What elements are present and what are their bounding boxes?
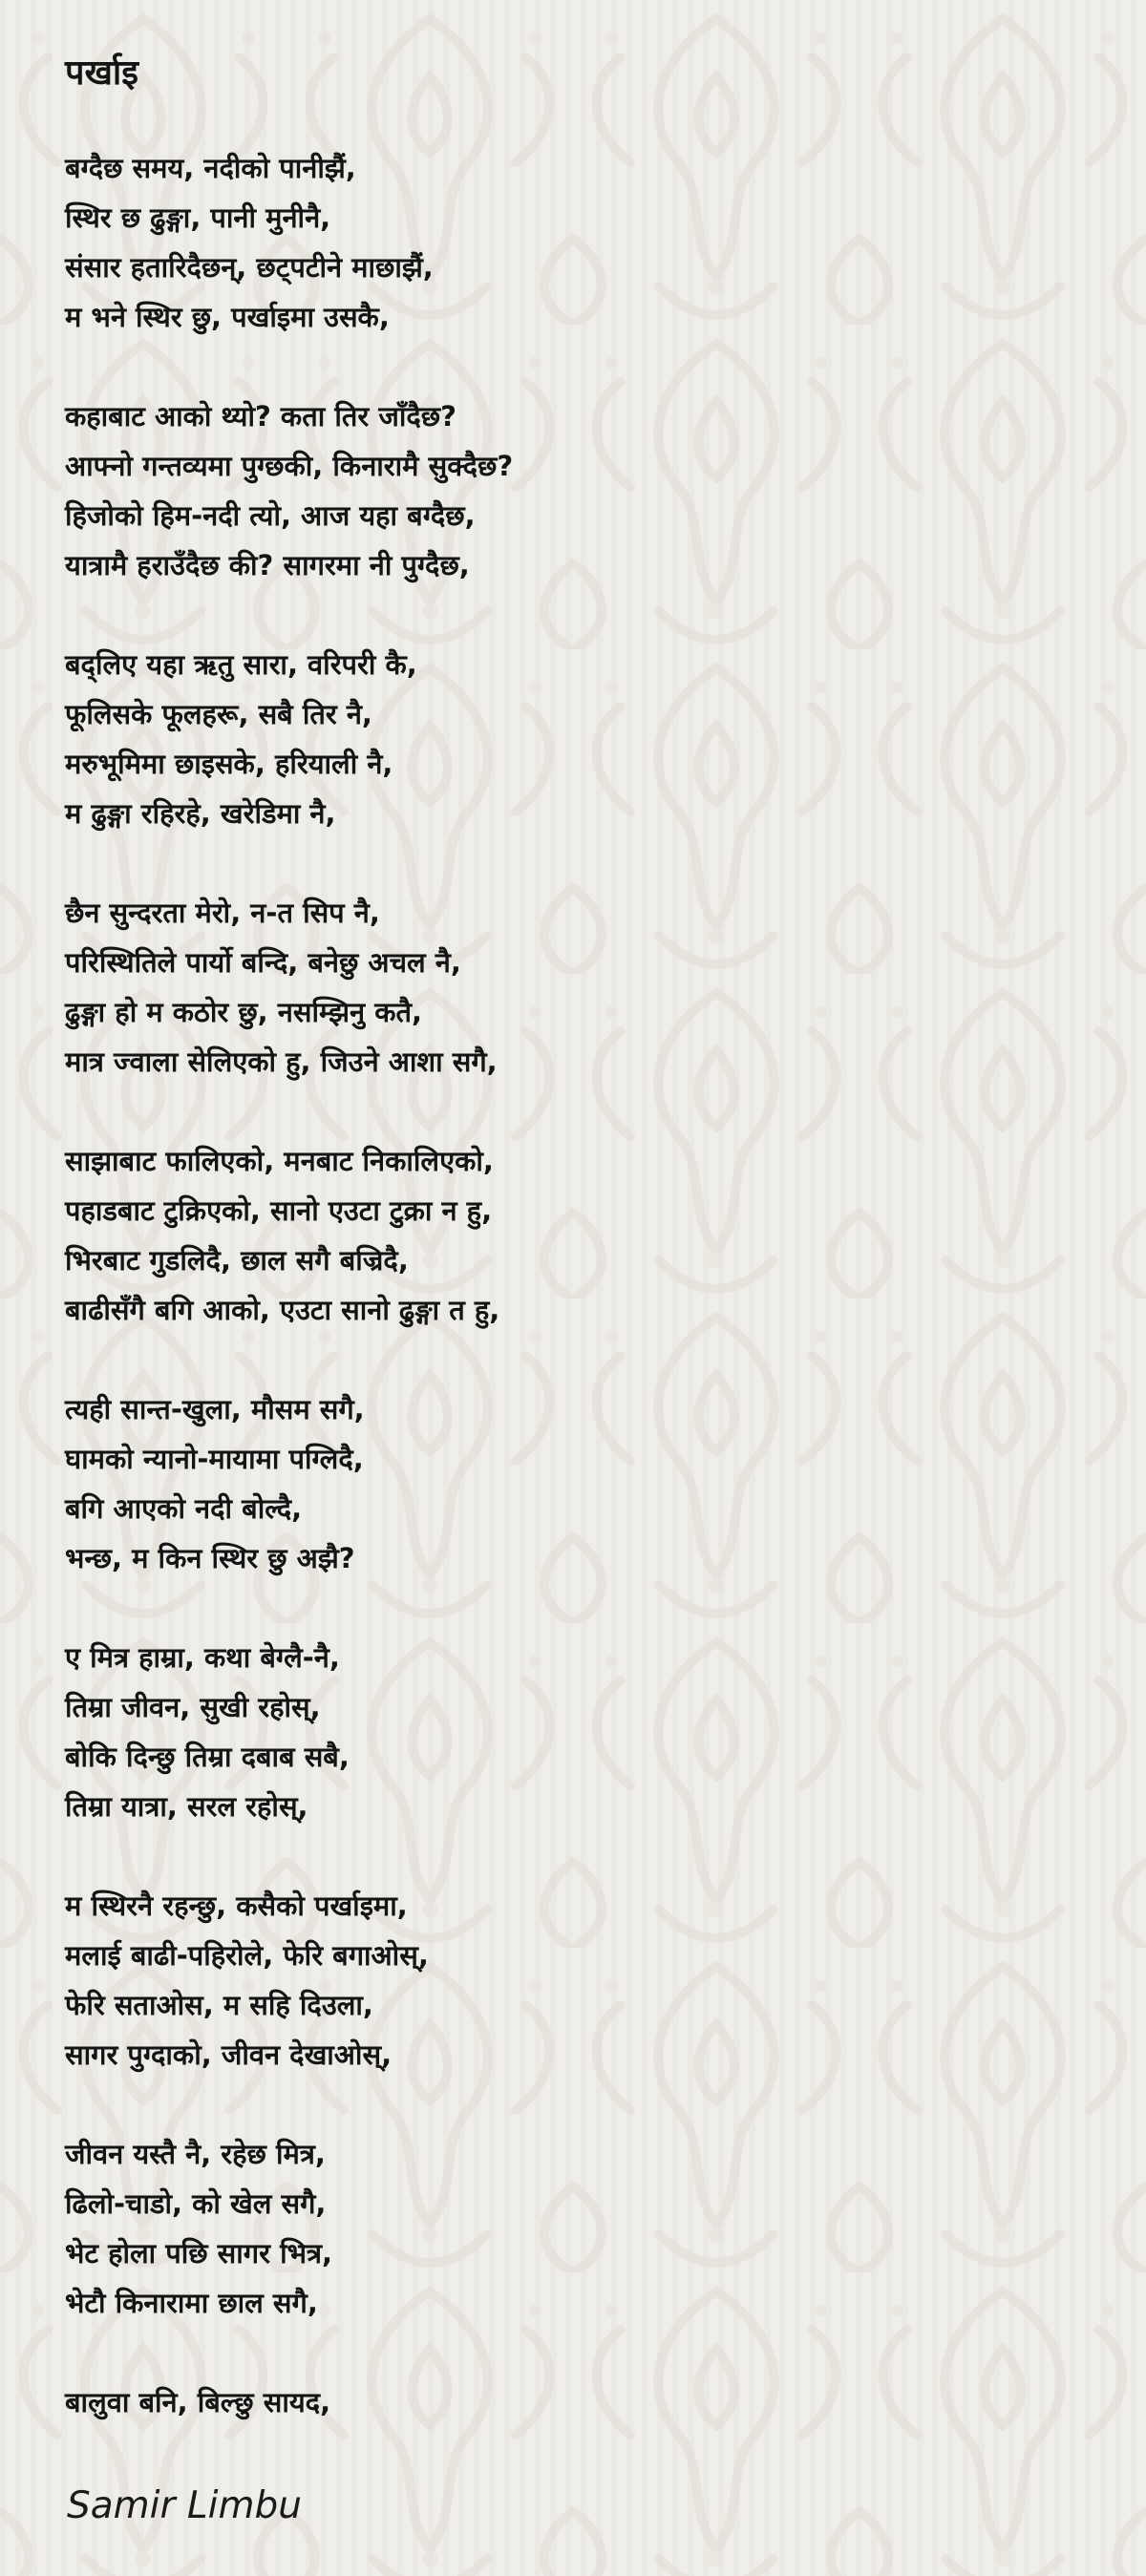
poem-line: ए मित्र हाम्रा, कथा बेग्लै-नै, (65, 1641, 340, 1674)
poem-line: छैन सुन्दरता मेरो, न-त सिप नै, (65, 897, 380, 929)
poem-line: म स्थिरनै रहन्छु, कसैको पर्खाइमा, (65, 1890, 408, 1922)
poem-line: भेट होला पछि सागर भित्र, (65, 2237, 333, 2270)
poem-line: तिम्रा जीवन, सुखी रहोस्, (65, 1691, 321, 1723)
poem-stanza (65, 1881, 1096, 2080)
poem-line: मलाई बाढी-पहिरोले, फेरि बगाओस्, (65, 1939, 429, 1972)
poem-stanza (65, 2129, 1096, 2328)
poem-line: भिरबाट गुडलिदै, छाल सगै बज्रिदै, (65, 1244, 409, 1277)
poem-line: मात्र ज्वाला सेलिएको हु, जिउने आशा सगै, (65, 1045, 498, 1078)
poem-line: बोकि दिन्छु तिम्रा दबाब सबै, (65, 1741, 350, 1773)
poem-stanza (65, 1136, 1096, 1335)
poem-line: भन्छ, म किन स्थिर छु अझै? (65, 1542, 355, 1574)
poem-stanza (65, 1633, 1096, 1831)
poem-line: म भने स्थिर छु, पर्खाइमा उसकै, (65, 301, 390, 333)
poem-stanza (65, 143, 1096, 342)
poem-line: बद्लिए यहा ऋतु सारा, वरिपरी कै, (65, 648, 417, 681)
poem-stanza (65, 1384, 1096, 1583)
poem-line: बग्दैछ समय, नदीको पानीझैं, (65, 152, 356, 184)
poem-line: स्थिर छ ढुङ्गा, पानी मुनीनै, (65, 201, 331, 234)
poem-stanza (65, 888, 1096, 1087)
poem-line: जीवन यस्तै नै, रहेछ मित्र, (65, 2138, 326, 2170)
poem-line: हिजोको हिम-नदी त्यो, आज यहा बग्दैछ, (65, 499, 476, 532)
poem-line: तिम्रा यात्रा, सरल रहोस्, (65, 1790, 308, 1823)
poem-line: यात्रामै हराउँदैछ की? सागरमा नी पुग्दैछ, (65, 549, 470, 581)
poem-line: म ढुङ्गा रहिरहे, खरेडिमा नै, (65, 797, 336, 830)
poem-line: आफ्नो गन्तव्यमा पुग्छकी, किनारामै सुक्दैछ? (65, 450, 514, 482)
poem-author: Samir Limbu (67, 2484, 302, 2527)
poem-stanza (65, 2377, 1096, 2427)
poem-line: फेरि सताओस, म सहि दिउला, (65, 1989, 373, 2021)
poem-stanza (65, 391, 1096, 590)
poem-line: मरुभूमिमा छाइसके, हरियाली नै, (65, 748, 393, 780)
poem-title: पर्खाइ (65, 53, 138, 93)
poem-line: ढुङ्गा हो म कठोर छु, नसम्झिनु कतै, (65, 996, 423, 1028)
poem-line: बालुवा बनि, बिल्छु सायद, (65, 2386, 331, 2418)
poem-line: फूलिसके फूलहरू, सबै तिर नै, (65, 698, 372, 730)
poem-body (65, 143, 1096, 2477)
poem-line: बगि आएको नदी बोल्दै, (65, 1492, 303, 1525)
poem-line: पहाडबाट टुक्रिएको, सानो एउटा टुक्रा न हु, (65, 1194, 493, 1227)
poem-stanza (65, 640, 1096, 838)
poem-line: सागर पुग्दाको, जीवन देखाओस्, (65, 2038, 393, 2071)
poem-line: परिस्थितिले पार्यो बन्दि, बनेछु अचल नै, (65, 946, 461, 979)
poem-line: संसार हतारिदैछन्, छट्पटीने माछाझैं, (65, 251, 434, 284)
poem-line: ढिलो-चाडो, को खेल सगै, (65, 2187, 327, 2220)
poem-line: साझाबाट फालिएको, मनबाट निकालिएको, (65, 1145, 494, 1177)
poem-line: बाढीसँगै बगि आको, एउटा सानो ढुङ्गा त हु, (65, 1294, 500, 1326)
poem-line: त्यही सान्त-खुला, मौसम सगै, (65, 1393, 365, 1425)
poem-line: भेटौ किनारामा छाल सगै, (65, 2287, 318, 2319)
poem-line: घामको न्यानो-मायामा पग्लिदै, (65, 1443, 364, 1475)
poem-line: कहाबाट आको थ्यो? कता तिर जाँदैछ? (65, 400, 456, 433)
